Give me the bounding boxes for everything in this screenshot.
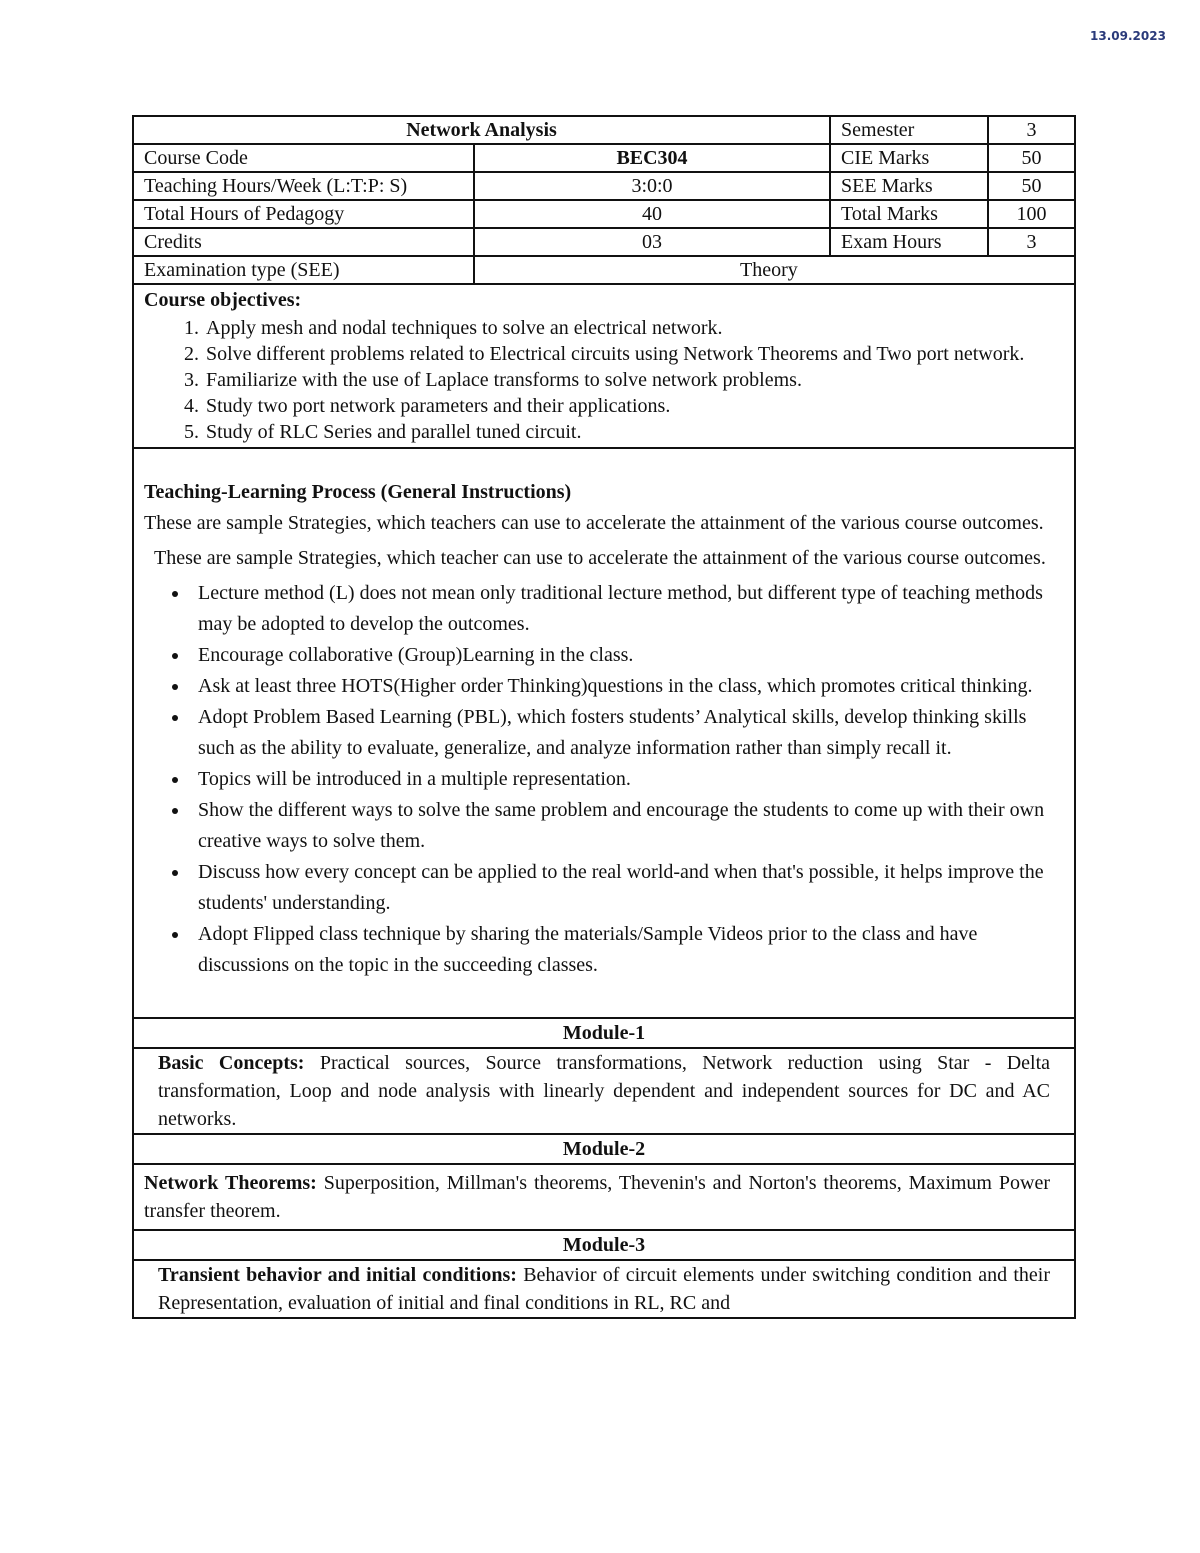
table-row [133, 228, 1075, 256]
module-lead: Transient behavior and initial conditions: [158, 1264, 517, 1286]
row-value: 3:0:0 [474, 172, 830, 200]
table-row [133, 144, 1075, 172]
list-item: • Adopt Problem Based Learning (PBL), which fosters students’ Analytical skills, develop thinking skills such as the ability to evaluate, generalize, and analyze information rather than simply recall it. [190, 702, 1064, 764]
teaching-heading: Teaching-Learning Process (General Instructions) [144, 481, 572, 503]
module-title: Module-3 [133, 1230, 1075, 1260]
list-item: • Topics will be introduced in a multiple representation. [190, 764, 1064, 795]
course-title: Network Analysis [133, 116, 830, 144]
table-row [133, 1164, 1075, 1230]
side-value: 3 [988, 116, 1075, 144]
list-item: • Encourage collaborative (Group)Learning in the class. [190, 640, 1064, 671]
row-value: Theory [474, 256, 1075, 284]
objectives-list [144, 315, 1064, 445]
document-date: 13.09.2023 [1090, 29, 1166, 43]
teaching-learning-section [133, 448, 1075, 1018]
table-row [133, 200, 1075, 228]
row-label: Course Code [133, 144, 474, 172]
module-title: Module-2 [133, 1134, 1075, 1164]
list-item: 2. Solve different problems related to Electrical circuits using Network Theorems and Two port network. [204, 341, 1064, 367]
module-text: Superposition, Millman's theorems, Thevenin's and Norton's theorems, Maximum Power transfer theorem. [144, 1172, 1051, 1222]
list-item: 3. Familiarize with the use of Laplace transforms to solve network problems. [204, 367, 1064, 393]
row-label: Total Hours of Pedagogy [133, 200, 474, 228]
list-item: 4. Study two port network parameters and their applications. [204, 393, 1064, 419]
strategies-list [144, 578, 1064, 981]
side-value: 100 [988, 200, 1075, 228]
objectives-row [133, 284, 1075, 448]
row-value: 03 [474, 228, 830, 256]
list-item: • Show the different ways to solve the same problem and encourage the students to come up with their own creative ways to solve them. [190, 795, 1064, 857]
side-value: 50 [988, 172, 1075, 200]
module-text: Practical sources, Source transformations, Network reduction using Star - Delta transformation, Loop and node analysis with linearly dependent and independent sources for DC and AC networks. [158, 1052, 1051, 1130]
module-body [133, 1164, 1075, 1230]
side-label: Exam Hours [830, 228, 988, 256]
table-row [133, 1134, 1075, 1164]
side-value: 50 [988, 144, 1075, 172]
list-item: 5. Study of RLC Series and parallel tuned circuit. [204, 419, 1064, 445]
syllabus-table [132, 115, 1076, 1319]
list-item: • Discuss how every concept can be applied to the real world-and when that's possible, it helps improve the students' understanding. [190, 857, 1064, 919]
table-row [133, 116, 1075, 144]
list-item: 1. Apply mesh and nodal techniques to solve an electrical network. [204, 315, 1064, 341]
list-item: • Adopt Flipped class technique by sharing the materials/Sample Videos prior to the class and have discussions on the topic in the succeeding classes. [190, 919, 1064, 981]
side-value: 3 [988, 228, 1075, 256]
module-title: Module-1 [133, 1018, 1075, 1048]
course-objectives-section [133, 284, 1075, 448]
table-row [133, 172, 1075, 200]
course-code-value: BEC304 [474, 144, 830, 172]
module-body [133, 1048, 1075, 1134]
row-label: Examination type (SEE) [133, 256, 474, 284]
objectives-heading: Course objectives: [144, 289, 302, 311]
module-lead: Network Theorems: [144, 1172, 317, 1194]
teaching-intro-repeat: These are sample Strategies, which teacher can use to accelerate the attainment of the various course outcomes. [154, 547, 1046, 569]
table-row [133, 256, 1075, 284]
teaching-intro: These are sample Strategies, which teachers can use to accelerate the attainment of the various course outcomes. [144, 512, 1044, 534]
side-label: SEE Marks [830, 172, 988, 200]
module-lead: Basic Concepts: [158, 1052, 305, 1074]
row-value: 40 [474, 200, 830, 228]
module-text: Behavior of circuit elements under switching condition and their Representation, evaluation of initial and final conditions in RL, RC and [158, 1264, 1051, 1314]
row-label: Teaching Hours/Week (L:T:P: S) [133, 172, 474, 200]
side-label: Semester [830, 116, 988, 144]
module-body [133, 1260, 1075, 1318]
teaching-row [133, 448, 1075, 1018]
row-label: Credits [133, 228, 474, 256]
side-label: CIE Marks [830, 144, 988, 172]
table-row [133, 1230, 1075, 1260]
table-row [133, 1260, 1075, 1318]
table-row [133, 1048, 1075, 1134]
table-row [133, 1018, 1075, 1048]
list-item: • Lecture method (L) does not mean only traditional lecture method, but different type of teaching methods may be adopted to develop the outcomes. [190, 578, 1064, 640]
list-item: • Ask at least three HOTS(Higher order Thinking)questions in the class, which promotes critical thinking. [190, 671, 1064, 702]
side-label: Total Marks [830, 200, 988, 228]
